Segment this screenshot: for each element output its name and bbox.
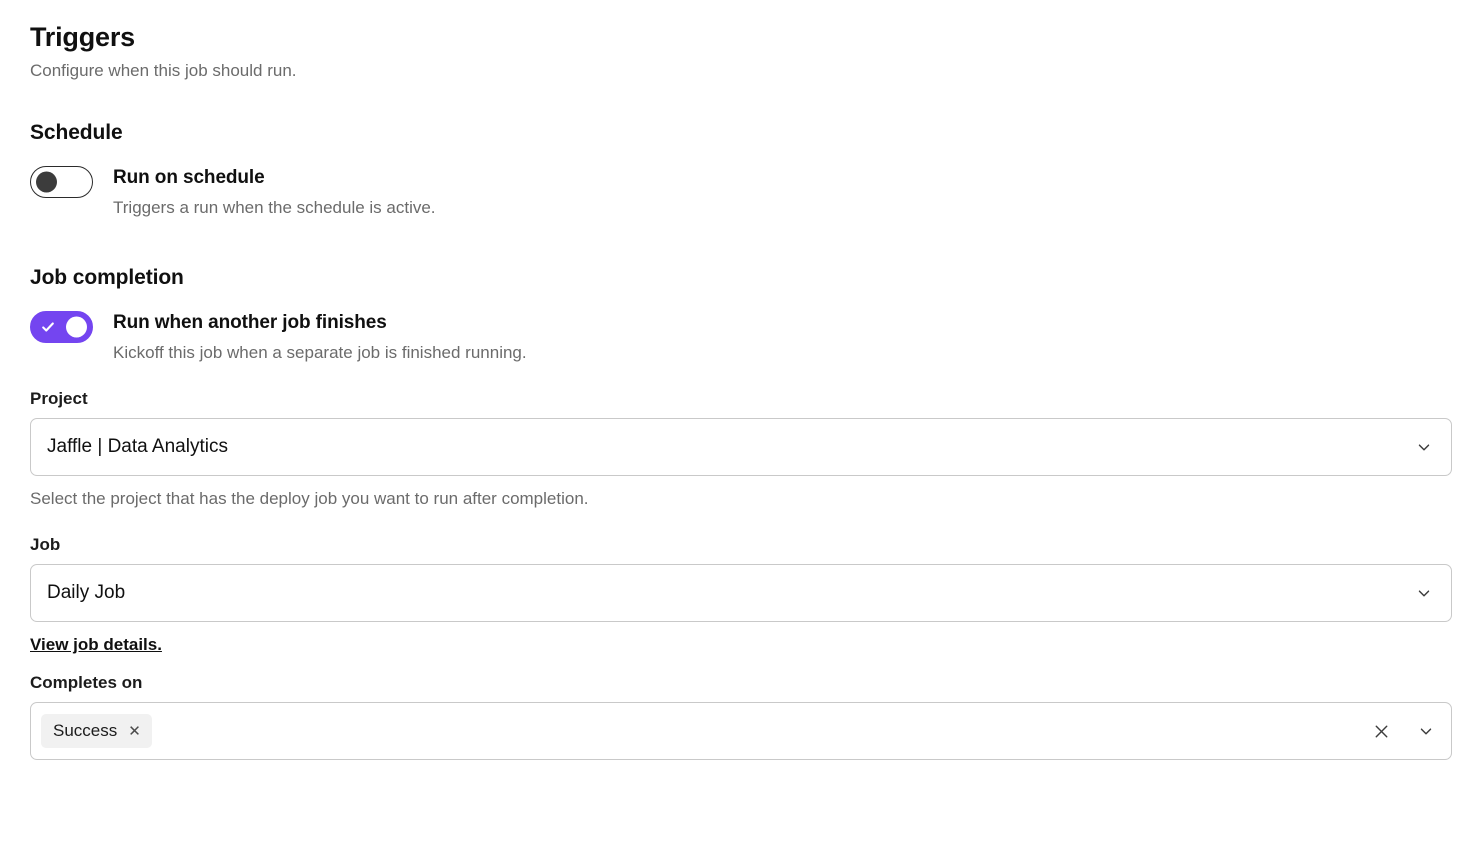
- chip-remove-icon[interactable]: ✕: [128, 722, 141, 740]
- page-title: Triggers: [30, 22, 135, 52]
- run-on-schedule-label: Run on schedule: [113, 167, 265, 188]
- check-icon: [41, 320, 55, 334]
- run-on-schedule-text: [113, 165, 436, 218]
- run-when-job-finishes-row: [30, 310, 1452, 363]
- view-job-details-link[interactable]: View job details.: [30, 635, 162, 654]
- completes-on-field: [30, 673, 1452, 760]
- run-on-schedule-row: [30, 165, 1452, 218]
- job-label: Job: [30, 535, 61, 554]
- project-select[interactable]: [30, 418, 1452, 476]
- completes-on-label: Completes on: [30, 673, 143, 692]
- chevron-down-icon: [1415, 438, 1433, 456]
- toggle-knob-icon: [36, 172, 57, 193]
- completes-on-actions: [1372, 722, 1435, 741]
- job-select-value: Daily Job: [47, 582, 126, 603]
- job-completion-section-title: Job completion: [30, 266, 184, 289]
- project-help-text: Select the project that has the deploy job you want to run after completion.: [30, 489, 589, 508]
- completes-on-chips: [41, 714, 1362, 748]
- run-when-job-finishes-text: [113, 310, 527, 363]
- project-label: Project: [30, 389, 88, 408]
- page-subtitle: Configure when this job should run.: [30, 61, 297, 80]
- run-when-job-finishes-description: Kickoff this job when a separate job is finished running.: [113, 343, 527, 362]
- run-when-job-finishes-label: Run when another job finishes: [113, 312, 387, 333]
- chevron-down-icon[interactable]: [1417, 722, 1435, 740]
- clear-all-icon[interactable]: [1372, 722, 1391, 741]
- run-on-schedule-description: Triggers a run when the schedule is active.: [113, 198, 436, 217]
- project-field: [30, 389, 1452, 509]
- job-select[interactable]: [30, 564, 1452, 622]
- completes-on-multiselect[interactable]: [30, 702, 1452, 760]
- chevron-down-icon: [1415, 584, 1433, 602]
- toggle-knob-icon: [66, 317, 87, 338]
- chip-success[interactable]: [41, 714, 152, 748]
- chip-label: Success: [53, 721, 118, 740]
- schedule-section-title: Schedule: [30, 121, 123, 144]
- run-on-schedule-toggle[interactable]: [30, 166, 93, 198]
- section-spacer: [30, 218, 1452, 266]
- run-when-job-finishes-toggle[interactable]: [30, 311, 93, 343]
- project-select-value: Jaffle | Data Analytics: [47, 436, 228, 457]
- job-field: [30, 535, 1452, 655]
